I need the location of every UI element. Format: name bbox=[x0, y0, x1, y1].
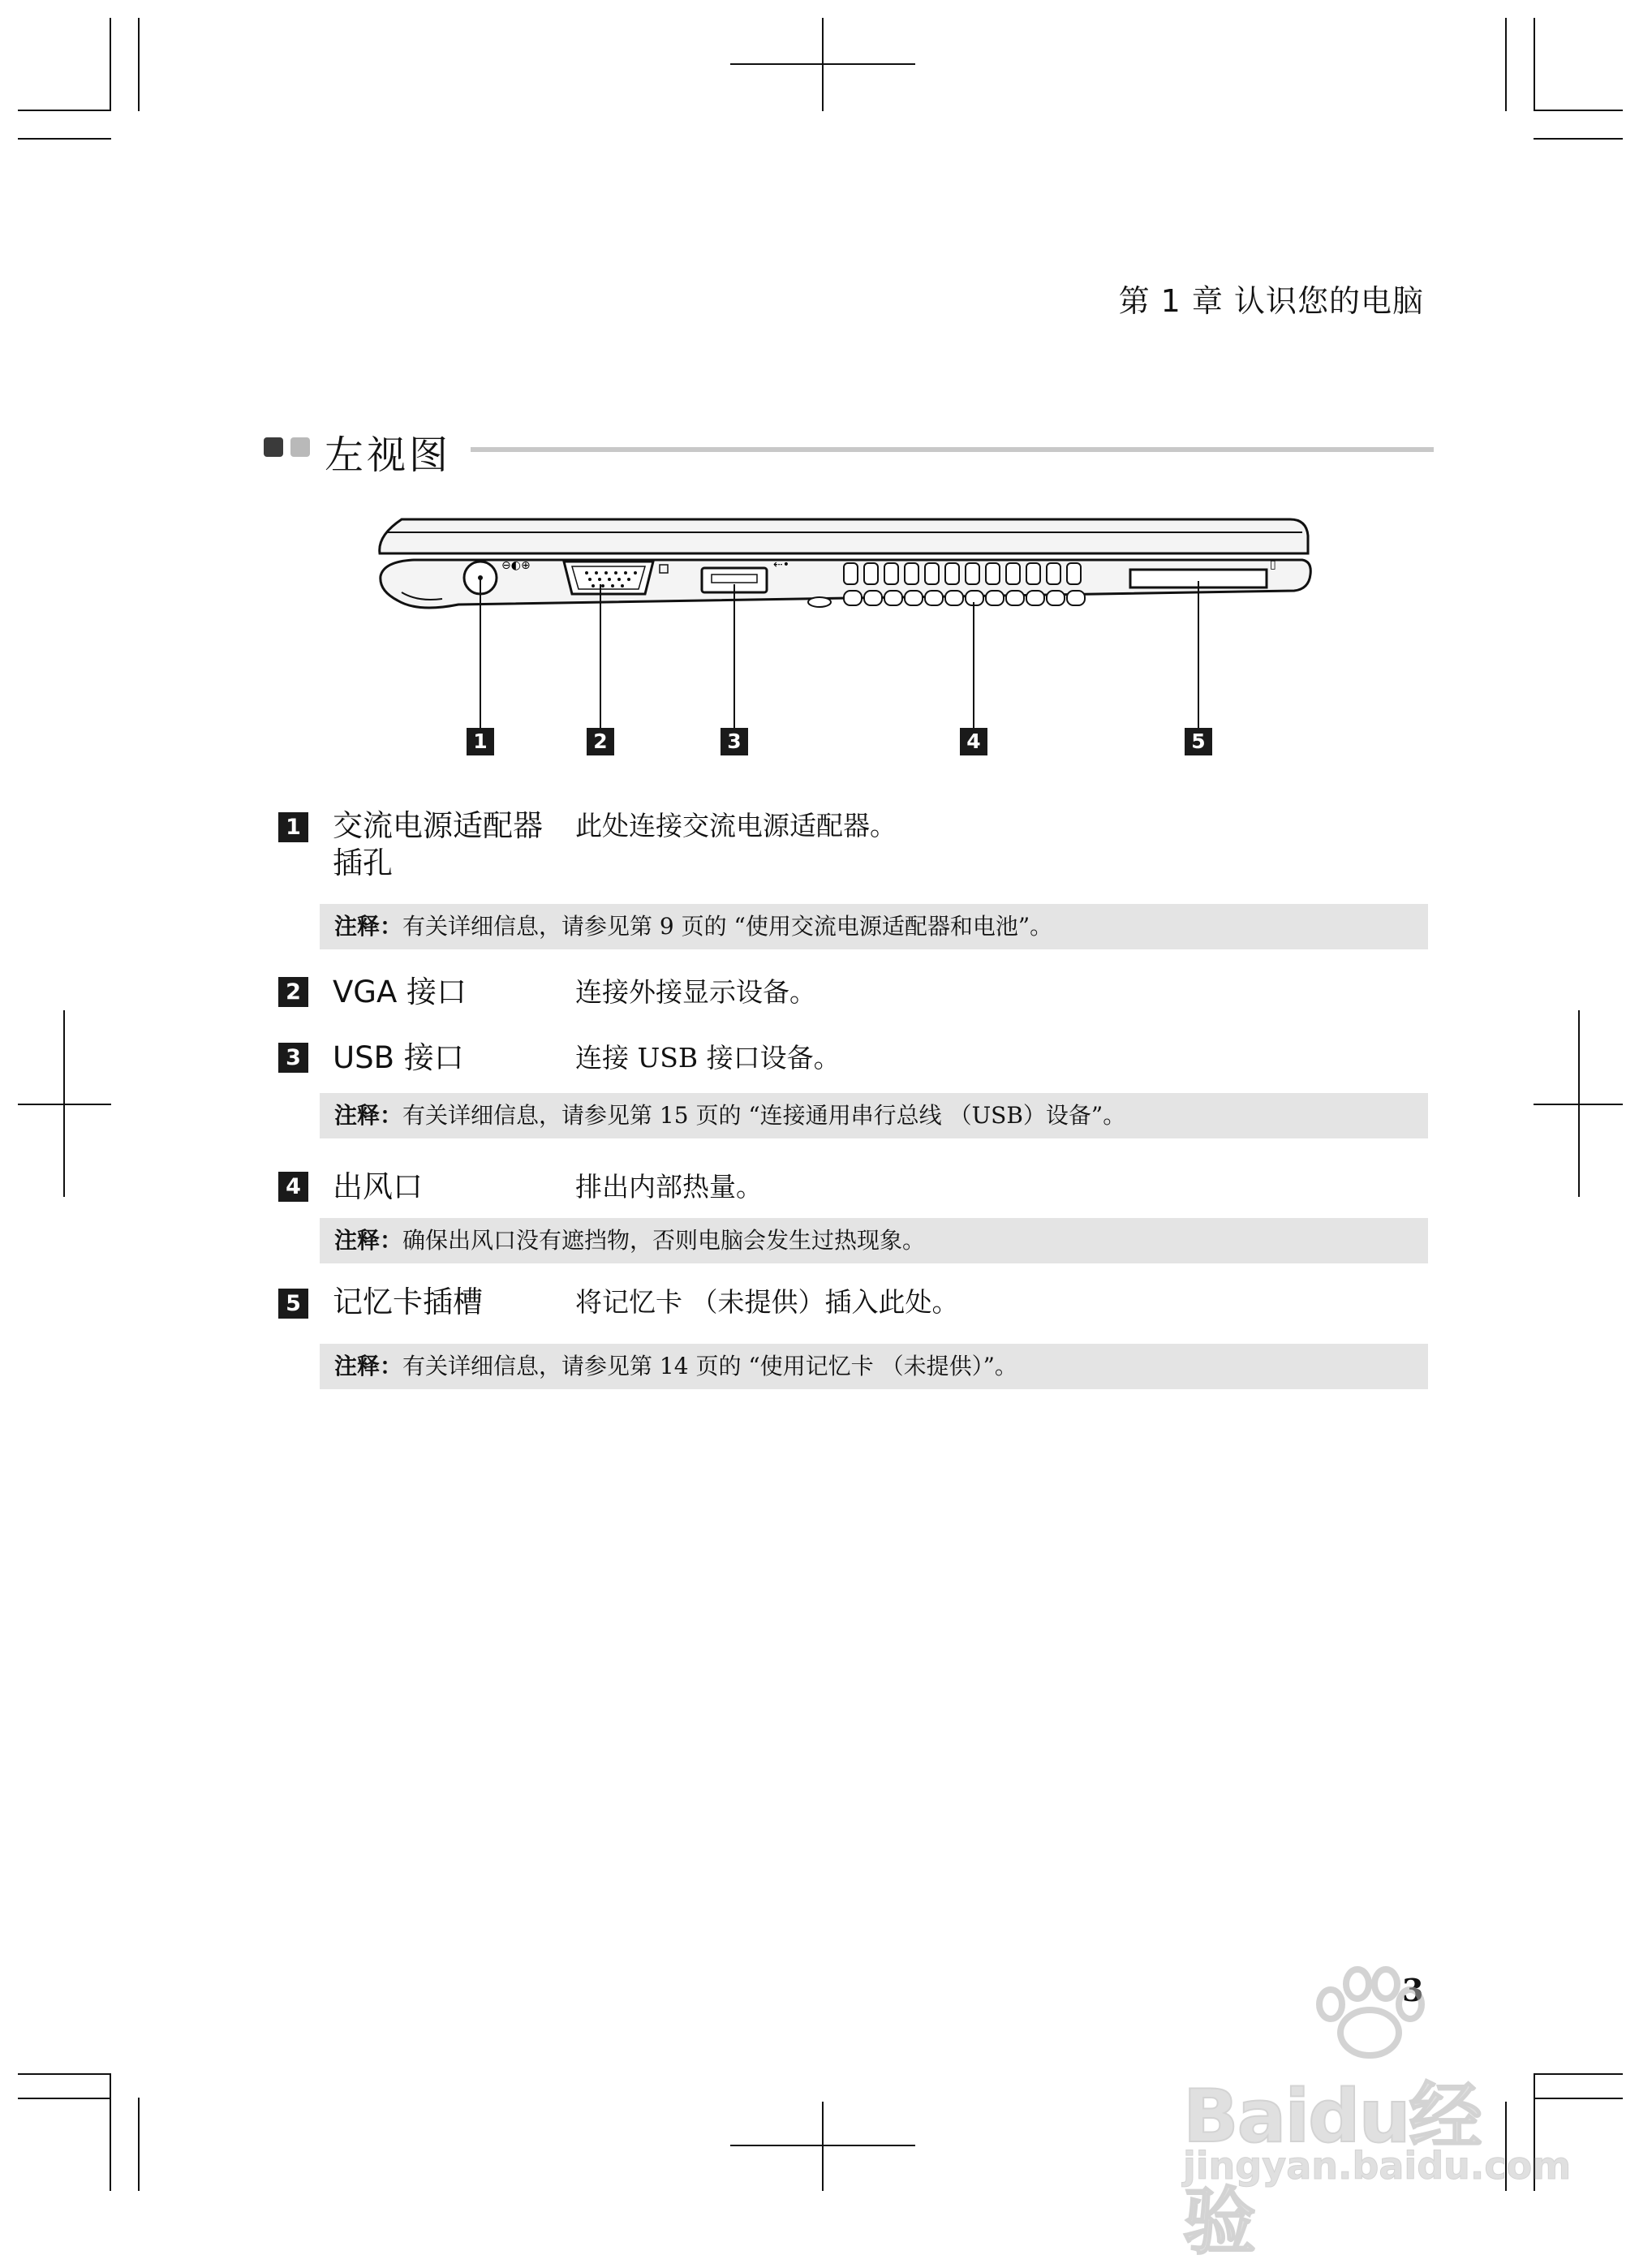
item-term: 出风口 bbox=[333, 1169, 423, 1204]
crop-mark bbox=[138, 2098, 140, 2191]
item-description: 连接外接显示设备。 bbox=[575, 976, 816, 1008]
callout-2: 2 bbox=[587, 728, 614, 755]
callout-4: 4 bbox=[960, 728, 987, 755]
paw-icon bbox=[1288, 1964, 1451, 2061]
crop-mark bbox=[1534, 18, 1535, 111]
svg-text:▯: ▯ bbox=[1270, 558, 1276, 571]
item-number-badge: 1 bbox=[278, 812, 308, 842]
crop-mark bbox=[1534, 138, 1623, 140]
note-label: 注释： bbox=[334, 1227, 403, 1254]
section-rule bbox=[471, 447, 1434, 452]
crop-mark bbox=[730, 63, 915, 65]
note-box bbox=[320, 1218, 1428, 1263]
crop-mark bbox=[110, 2073, 111, 2191]
note-box bbox=[320, 1344, 1428, 1389]
baidu-watermark bbox=[1167, 1964, 1572, 2265]
note-label: 注释： bbox=[334, 1102, 403, 1129]
laptop-left-side-diagram bbox=[369, 511, 1327, 771]
note-text: 确保出风口没有遮挡物，否则电脑会发生过热现象。 bbox=[402, 1227, 926, 1254]
crop-mark bbox=[1534, 1104, 1623, 1105]
bullet-square-light bbox=[290, 437, 310, 457]
note-text: 有关详细信息，请参见第 9 页的 “使用交流电源适配器和电池”。 bbox=[402, 913, 1053, 940]
item-number-badge: 3 bbox=[278, 1043, 308, 1073]
section-title: 左视图 bbox=[325, 433, 452, 478]
crop-mark bbox=[18, 110, 111, 111]
bullet-square-dark bbox=[264, 437, 283, 457]
item-number-badge: 5 bbox=[278, 1289, 308, 1319]
page-number: 3 bbox=[1402, 1972, 1424, 2008]
svg-text:⇠•: ⇠• bbox=[773, 558, 789, 571]
item-description: 连接 USB 接口设备。 bbox=[575, 1042, 841, 1074]
svg-text:⊖◐⊕: ⊖◐⊕ bbox=[501, 559, 531, 572]
note-text: 有关详细信息，请参见第 15 页的 “连接通用串行总线 （USB）设备”。 bbox=[402, 1102, 1126, 1129]
crop-mark bbox=[730, 2145, 915, 2146]
callout-1: 1 bbox=[467, 728, 494, 755]
crop-mark bbox=[18, 1104, 111, 1105]
item-number-badge: 4 bbox=[278, 1172, 308, 1202]
item-description: 此处连接交流电源适配器。 bbox=[575, 810, 897, 841]
crop-mark bbox=[110, 18, 111, 111]
crop-mark bbox=[1534, 110, 1623, 111]
note-box bbox=[320, 1093, 1428, 1138]
item-term: VGA 接口 bbox=[333, 975, 467, 1009]
note-box bbox=[320, 904, 1428, 949]
note-text: 有关详细信息，请参见第 14 页的 “使用记忆卡 （未提供）”。 bbox=[402, 1353, 1017, 1379]
crop-mark bbox=[822, 2102, 824, 2191]
crop-mark bbox=[138, 18, 140, 111]
note-label: 注释： bbox=[334, 1353, 403, 1379]
crop-mark bbox=[1505, 18, 1507, 111]
item-description: 排出内部热量。 bbox=[575, 1171, 763, 1203]
note-label: 注释： bbox=[334, 913, 403, 940]
chapter-heading: 第 1 章 认识您的电脑 bbox=[1118, 283, 1424, 319]
crop-mark bbox=[18, 2098, 111, 2099]
watermark-brand: Baidu经验 bbox=[1183, 2074, 1481, 2265]
item-number-badge: 2 bbox=[278, 977, 308, 1007]
item-term: 交流电源适配器插孔 bbox=[333, 808, 543, 880]
crop-mark bbox=[18, 138, 111, 140]
item-term: USB 接口 bbox=[333, 1040, 464, 1075]
crop-mark bbox=[18, 2073, 111, 2075]
callout-3: 3 bbox=[721, 728, 748, 755]
watermark-url: jingyan.baidu.com bbox=[1183, 2144, 1572, 2188]
callout-5: 5 bbox=[1185, 728, 1212, 755]
section-heading bbox=[264, 424, 1434, 476]
laptop-illustration bbox=[369, 511, 1327, 771]
item-description: 将记忆卡 （未提供）插入此处。 bbox=[575, 1286, 959, 1318]
item-term: 记忆卡插槽 bbox=[333, 1285, 483, 1319]
